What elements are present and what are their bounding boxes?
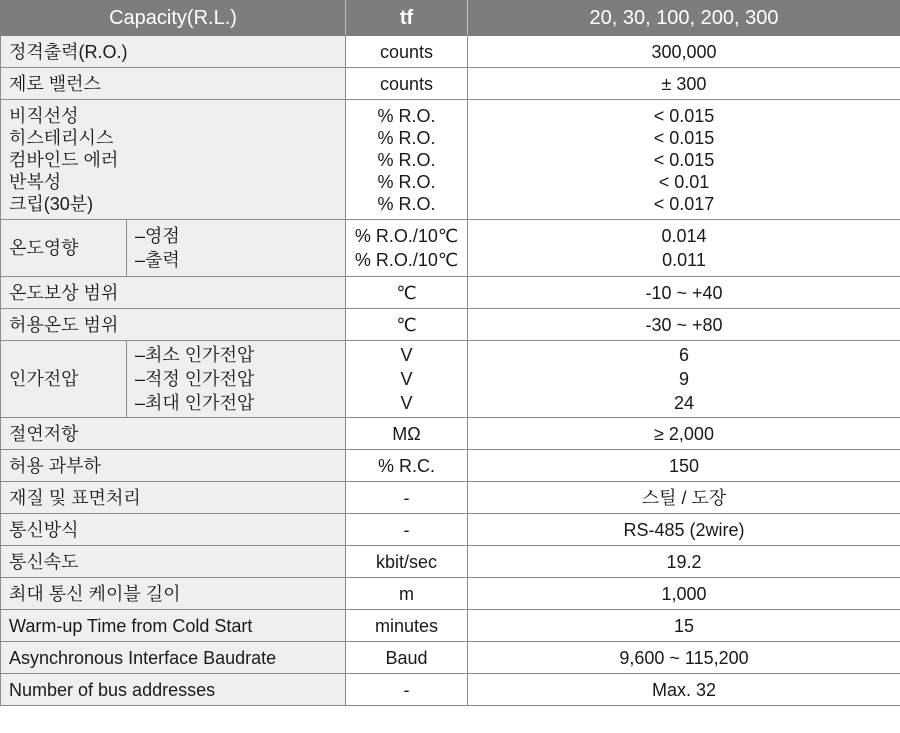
row-value: 1,000 [468, 578, 900, 610]
row-baudrate [1, 642, 900, 674]
row-material [1, 482, 900, 514]
row-allow-temp-range [1, 309, 900, 341]
row-values [468, 220, 900, 277]
row-value: 150 [468, 450, 900, 482]
row-name: 정격출력(R.O.) [1, 36, 346, 68]
row-values [468, 341, 900, 418]
row-unit-group [346, 100, 468, 220]
row-name: Asynchronous Interface Baudrate [1, 642, 346, 674]
row-value: 19.2 [468, 546, 900, 578]
row-unit: - [346, 674, 468, 706]
unit-text: % R.O./10℃ [354, 226, 459, 246]
row-value: -30 ~ +80 [468, 309, 900, 341]
row-value: 15 [468, 610, 900, 642]
row-linearity-group [1, 100, 900, 220]
unit-text: % R.O. [377, 171, 436, 192]
row-excitation [1, 341, 900, 418]
row-unit: m [346, 578, 468, 610]
name-hysteresis: 히스테리시스 [9, 127, 114, 148]
name-combined-error: 컴바인드 에러 [9, 149, 119, 170]
row-subnames [127, 341, 346, 418]
sub-max: –최대 인가전압 [135, 393, 255, 413]
row-unit: ℃ [346, 309, 468, 341]
row-insulation [1, 418, 900, 450]
name-creep: 크립(30분) [9, 193, 94, 214]
row-name: 통신방식 [1, 514, 346, 546]
row-unit: % R.C. [346, 450, 468, 482]
unit-text: % R.O. [377, 193, 436, 214]
row-name: Warm-up Time from Cold Start [1, 610, 346, 642]
row-name: 인가전압 [1, 341, 127, 418]
value-text: 0.014 [661, 226, 707, 246]
header-values: 20, 30, 100, 200, 300 [468, 1, 900, 36]
row-unit: ℃ [346, 277, 468, 309]
header-row [1, 1, 900, 36]
row-unit: counts [346, 36, 468, 68]
row-name-group [1, 100, 346, 220]
unit-text: V [400, 345, 413, 365]
row-value: Max. 32 [468, 674, 900, 706]
row-name: 온도영향 [1, 220, 127, 277]
row-value: ≥ 2,000 [468, 418, 900, 450]
unit-text: % R.O. [377, 105, 436, 126]
unit-text: % R.O./10℃ [354, 250, 459, 270]
row-zero-balance [1, 68, 900, 100]
row-unit: Baud [346, 642, 468, 674]
row-comm-method [1, 514, 900, 546]
row-value: ± 300 [468, 68, 900, 100]
row-name: 제로 밸런스 [1, 68, 346, 100]
row-name: 허용 과부하 [1, 450, 346, 482]
value-text: < 0.015 [653, 127, 715, 148]
unit-text: % R.O. [377, 127, 436, 148]
value-text: < 0.01 [658, 171, 710, 192]
unit-text: % R.O. [377, 149, 436, 170]
row-unit: - [346, 482, 468, 514]
sub-zero: –영점 [135, 226, 180, 246]
row-temp-effect [1, 220, 900, 277]
row-unit: - [346, 514, 468, 546]
name-nonlinearity: 비직선성 [9, 105, 79, 126]
value-text: 9 [678, 369, 689, 389]
header-unit: tf [346, 1, 468, 36]
header-capacity: Capacity(R.L.) [1, 1, 346, 36]
sub-min: –최소 인가전압 [135, 345, 255, 365]
row-value: 스틸 / 도장 [468, 482, 900, 514]
row-subnames [127, 220, 346, 277]
unit-text: V [400, 369, 413, 389]
row-unit: counts [346, 68, 468, 100]
value-text: 24 [673, 393, 695, 413]
row-rated-output [1, 36, 900, 68]
row-unit: MΩ [346, 418, 468, 450]
row-name: 허용온도 범위 [1, 309, 346, 341]
row-bus-addresses [1, 674, 900, 706]
row-unit: minutes [346, 610, 468, 642]
row-unit: kbit/sec [346, 546, 468, 578]
row-name: 온도보상 범위 [1, 277, 346, 309]
row-comm-speed [1, 546, 900, 578]
row-warmup [1, 610, 900, 642]
value-text: < 0.015 [653, 105, 715, 126]
value-text: 0.011 [662, 250, 706, 270]
row-value: -10 ~ +40 [468, 277, 900, 309]
row-value: 300,000 [468, 36, 900, 68]
row-cable-length [1, 578, 900, 610]
row-name: Number of bus addresses [1, 674, 346, 706]
value-text: 6 [678, 345, 689, 365]
row-name: 통신속도 [1, 546, 346, 578]
row-units [346, 341, 468, 418]
row-value: 9,600 ~ 115,200 [468, 642, 900, 674]
sub-recommended: –적정 인가전압 [135, 369, 255, 389]
row-comp-temp-range [1, 277, 900, 309]
row-name: 최대 통신 케이블 길이 [1, 578, 346, 610]
unit-text: V [400, 393, 413, 413]
row-value-group [468, 100, 900, 220]
sub-output: –출력 [135, 250, 180, 270]
value-text: < 0.015 [653, 149, 715, 170]
row-name: 재질 및 표면처리 [1, 482, 346, 514]
row-units [346, 220, 468, 277]
row-name: 절연저항 [1, 418, 346, 450]
name-repeatability: 반복성 [9, 171, 62, 192]
value-text: < 0.017 [653, 193, 715, 214]
row-overload [1, 450, 900, 482]
row-value: RS-485 (2wire) [468, 514, 900, 546]
